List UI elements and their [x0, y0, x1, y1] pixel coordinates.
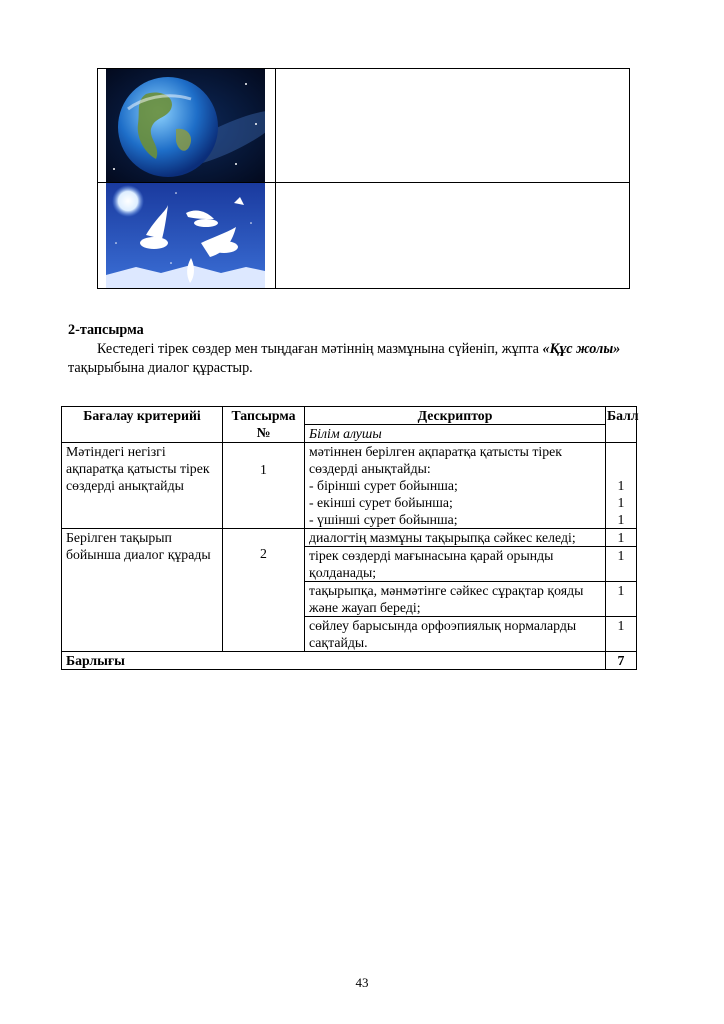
image-cell [98, 69, 276, 183]
descriptor-cell: сөйлеу барысында орфоэпиялық нормаларды сақтайды. [305, 617, 606, 652]
header-task-no: Тапсырма № [223, 407, 305, 443]
page-number: 43 [355, 975, 369, 990]
task-text-part: Кестедегі тірек сөздер мен тыңдаған мәтіннің мазмұнына сүйеніп, жұпта [97, 341, 543, 357]
descriptor-cell: тірек сөздерді мағынасына қарай орынды қолданады; [305, 547, 606, 582]
score-cell: 1 [606, 529, 637, 547]
empty-cell [276, 183, 630, 289]
earth-image [106, 69, 265, 182]
task-no-cell: 2 [223, 529, 305, 652]
task-title: 2-тапсырма [68, 322, 144, 338]
task-no-cell: 1 [223, 443, 305, 529]
task-text-part: тақырыбына диалог құрастыр. [68, 360, 253, 376]
criterion-cell: Мәтіндегі негізгі ақпаратқа қатысты тірек сөздерді анықтайды [62, 443, 223, 529]
score-value: 1 [617, 478, 625, 493]
total-label: Барлығы [62, 652, 606, 670]
criteria-table [61, 406, 637, 670]
task-text [68, 340, 648, 378]
descriptor-cell [305, 443, 606, 529]
score-cell: 1 [606, 547, 637, 582]
score-cell: 1 [606, 582, 637, 617]
header-descriptor: Дескриптор [305, 407, 606, 425]
task-topic: «Құс жолы» [542, 341, 621, 357]
score-value: 1 [617, 495, 625, 510]
total-score: 7 [606, 652, 637, 670]
score-cell [606, 443, 637, 529]
header-score: Балл [606, 407, 637, 443]
descriptor-line: - бірінші сурет бойынша; [309, 478, 458, 493]
image-table [97, 68, 630, 289]
criterion-cell: Берілген тақырып бойынша диалог құрады [62, 529, 223, 652]
score-value: 1 [617, 512, 625, 527]
descriptor-line: - екінші сурет бойынша; [309, 495, 453, 510]
empty-cell [276, 69, 630, 183]
descriptor-cell: диалогтің мазмұны тақырыпқа сәйкес келеді; [305, 529, 606, 547]
header-criteria: Бағалау критерийі [62, 407, 223, 443]
descriptor-line: мәтіннен берілген ақпаратқа қатысты тірек сөздерді анықтайды: [309, 444, 562, 476]
score-cell: 1 [606, 617, 637, 652]
subheader-learner: Білім алушы [305, 425, 606, 443]
descriptor-line: - үшінші сурет бойынша; [309, 512, 458, 527]
task-block [68, 321, 648, 378]
swans-night-image [106, 183, 265, 288]
descriptor-cell: тақырыпқа, мәнмәтінге сәйкес сұрақтар қояды және жауап береді; [305, 582, 606, 617]
image-cell [98, 183, 276, 289]
